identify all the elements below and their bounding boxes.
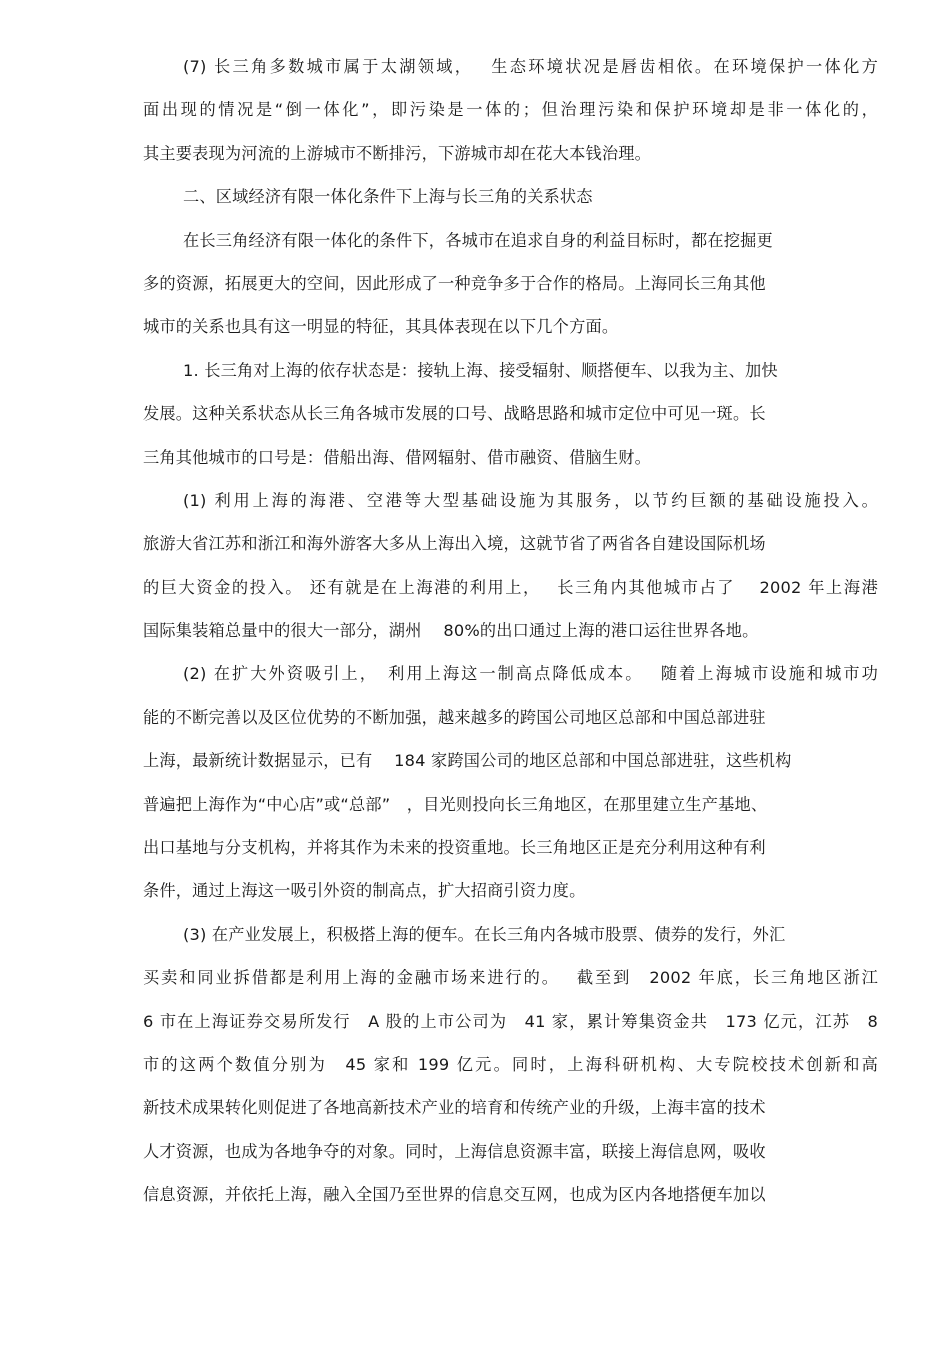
text-line: (7) 长三角多数城市属于太湖领域， 生态环境状况是唇齿相依。在环境保护一体化方 (183, 57, 878, 76)
text-line: 信息资源，并依托上海，融入全国乃至世界的信息交互网，也成为区内各地搭便车加以 (143, 1185, 766, 1205)
text-line: 普遍把上海作为“中心店”或“总部” ，目光则投向长三角地区，在那里建立生产基地、 (143, 794, 768, 814)
text-line: 二、区域经济有限一体化条件下上海与长三角的关系状态 (183, 187, 593, 207)
text-line: 发展。这种关系状态从长三角各城市发展的口号、战略思路和城市定位中可见一斑。长 (143, 404, 766, 424)
text-line: 1. 长三角对上海的依存状态是：接轨上海、接受辐射、顺搭便车、以我为主、加快 (183, 360, 778, 380)
text-line: 人才资源，也成为各地争夺的对象。同时，上海信息资源丰富，联接上海信息网，吸收 (143, 1141, 766, 1161)
document-body (143, 54, 878, 1226)
text-line: 国际集装箱总量中的很大一部分，湖州 80%的出口通过上海的港口运往世界各地。 (143, 621, 759, 641)
text-line: 条件，通过上海这一吸引外资的制高点，扩大招商引资力度。 (143, 881, 586, 901)
text-line: 的巨大资金的投入。 还有就是在上海港的利用上， 长三角内其他城市占了 2002 年上海港 (143, 577, 878, 597)
text-line: 旅游大省江苏和浙江和海外游客大多从上海出入境，这就节省了两省各自建设国际机场 (143, 534, 766, 554)
text-line: 在长三角经济有限一体化的条件下，各城市在追求自身的利益目标时，都在挖掘更 (183, 230, 773, 250)
text-line: 城市的关系也具有这一明显的特征，其具体表现在以下几个方面。 (143, 317, 619, 337)
text-line: 6 市在上海证券交易所发行 A 股的上市公司为 41 家，累计筹集资金共 173 亿元，江苏 8 (143, 1011, 878, 1031)
text-line: (2) 在扩大外资吸引上， 利用上海这一制高点降低成本。 随着上海城市设施和城市功 (183, 664, 878, 684)
text-line: 其主要表现为河流的上游城市不断排污，下游城市却在花大本钱治理。 (143, 143, 652, 163)
text-line: 多的资源，拓展更大的空间，因此形成了一种竞争多于合作的格局。上海同长三角其他 (143, 273, 766, 293)
text-line: 三角其他城市的口号是：借船出海、借网辐射、借市融资、借脑生财。 (143, 447, 652, 467)
text-line: 市的这两个数值分别为 45 家和 199 亿元。同时，上海科研机构、大专院校技术创新和高 (143, 1054, 878, 1074)
text-line: 新技术成果转化则促进了各地高新技术产业的培育和传统产业的升级，上海丰富的技术 (143, 1098, 766, 1118)
text-line: (1) 利用上海的海港、空港等大型基础设施为其服务，以节约巨额的基础设施投入。 (183, 490, 878, 510)
text-line: 买卖和同业拆借都是利用上海的金融市场来进行的。 截至到 2002 年底，长三角地区浙江 (143, 968, 878, 988)
text-line: 能的不断完善以及区位优势的不断加强，越来越多的跨国公司地区总部和中国总部进驻 (143, 707, 766, 727)
text-line: 上海，最新统计数据显示，已有 184 家跨国公司的地区总部和中国总部进驻，这些机构 (143, 751, 792, 771)
text-line: 出口基地与分支机构，并将其作为未来的投资重地。长三角地区正是充分利用这种有利 (143, 838, 766, 858)
text-line: 面出现的情况是“倒一体化”，即污染是一体的；但治理污染和保护环境却是非一体化的， (143, 100, 878, 120)
text-line: (3) 在产业发展上，积极搭上海的便车。在长三角内各城市股票、债券的发行，外汇 (183, 924, 786, 944)
